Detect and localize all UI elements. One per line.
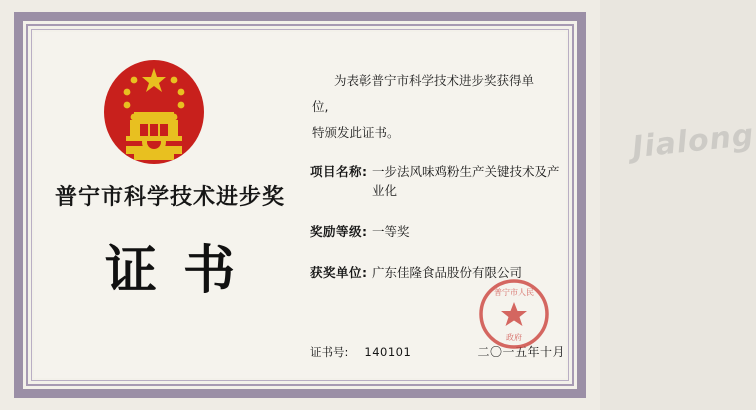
certificate-number-value: 140101 xyxy=(364,345,412,359)
field-row-award-level xyxy=(310,222,562,241)
certificate-right-panel xyxy=(302,32,756,378)
field-label-awardee: 获奖单位: xyxy=(310,265,368,280)
national-emblem-icon xyxy=(96,50,212,170)
field-value-project: 一步法风味鸡粉生产关键技术及产业化 xyxy=(372,164,560,198)
certificate-left-panel xyxy=(34,32,302,378)
official-seal-icon xyxy=(478,278,550,350)
field-row-project xyxy=(310,162,562,200)
svg-text:普宁市人民: 普宁市人民 xyxy=(494,288,534,297)
certificate-number-label: 证书号: xyxy=(310,345,349,359)
certificate-date: 二〇一五年十月 xyxy=(477,345,565,359)
organization-title: 普宁市科学技术进步奖 xyxy=(54,185,285,210)
certificate-heading: 证书 xyxy=(104,241,261,301)
field-label-project: 项目名称: xyxy=(310,164,368,179)
intro-line-1: 为表彰普宁市科学技术进步奖获得单位, xyxy=(312,73,535,114)
certificate-intro-text xyxy=(312,68,550,146)
field-label-award-level: 奖励等级: xyxy=(310,224,368,239)
watermark-text: Jialong xyxy=(630,117,756,166)
certificate-paper xyxy=(34,32,756,378)
svg-text:政府: 政府 xyxy=(506,333,522,342)
field-value-awardee: 广东佳隆食品股份有限公司 xyxy=(372,265,523,280)
intro-line-2: 特颁发此证书。 xyxy=(312,125,400,140)
field-value-award-level: 一等奖 xyxy=(372,224,410,239)
certificate-number xyxy=(310,344,411,360)
